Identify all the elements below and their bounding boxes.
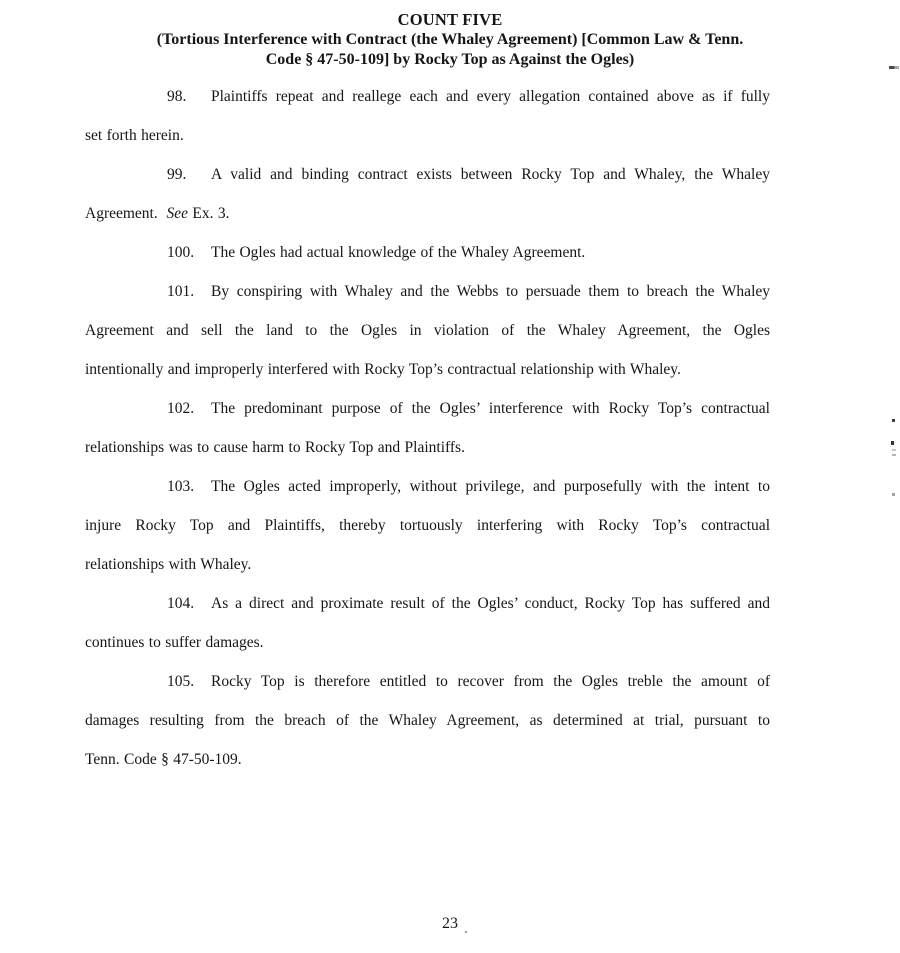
paragraph-102 — [85, 389, 770, 467]
paragraph-line — [85, 389, 770, 428]
paragraph-number: 104. — [167, 595, 195, 612]
paragraph-text: intentionally and improperly interfered with Rocky Top’s contractual relationship with Whaley. — [85, 361, 681, 378]
paragraph-line — [85, 662, 770, 701]
document-body — [85, 77, 770, 779]
paragraph-text: The predominant purpose of the Ogles’ interference with Rocky Top’s contractual — [211, 400, 770, 417]
scan-artifact — [891, 441, 894, 445]
paragraph-text: By conspiring with Whaley and the Webbs to persuade them to breach the Whaley — [211, 283, 770, 300]
count-subtitle-line-1: (Tortious Interference with Contract (the Whaley Agreement) [Common Law & Tenn. — [156, 31, 744, 48]
paragraph-line — [85, 545, 770, 584]
paragraph-text: set forth herein. — [85, 127, 184, 144]
paragraph-number: 99. — [167, 166, 187, 183]
scan-artifact — [892, 454, 896, 456]
paragraph-105 — [85, 662, 770, 779]
paragraph-101 — [85, 272, 770, 389]
paragraph-text: Plaintiffs repeat and reallege each and every allegation contained above as if fully — [211, 88, 770, 105]
paragraph-99 — [85, 155, 770, 233]
scan-artifact — [892, 493, 895, 496]
count-heading — [0, 0, 900, 69]
paragraph-number: 101. — [167, 283, 195, 300]
paragraph-line — [85, 623, 770, 662]
paragraph-number: 98. — [167, 88, 187, 105]
citation-signal-see: See — [166, 205, 188, 222]
paragraph-100 — [85, 233, 770, 272]
paragraph-line — [85, 116, 770, 155]
paragraph-text: The Ogles acted improperly, without privilege, and purposefully with the intent to — [211, 478, 770, 495]
paragraph-104 — [85, 584, 770, 662]
paragraph-text: Agreement and sell the land to the Ogles in violation of the Whaley Agreement, the Ogles — [85, 322, 770, 339]
paragraph-text: Agreement. — [85, 205, 167, 222]
count-subtitle-line-2: Code § 47-50-109] by Rocky Top as Against the Ogles) — [265, 50, 635, 68]
paragraph-text: relationships with Whaley. — [85, 556, 252, 573]
paragraph-line — [85, 272, 770, 311]
paragraph-line — [85, 233, 770, 272]
paragraph-text: relationships was to cause harm to Rocky Top and Plaintiffs. — [85, 439, 465, 456]
paragraph-line — [85, 740, 770, 779]
scan-artifact — [892, 419, 895, 422]
paragraph-103 — [85, 467, 770, 584]
paragraph-text: damages resulting from the breach of the Whaley Agreement, as determined at trial, pursuant to — [85, 712, 770, 729]
paragraph-text: injure Rocky Top and Plaintiffs, thereby tortuously interfering with Rocky Top’s contractual — [85, 517, 770, 534]
count-title: COUNT FIVE — [397, 10, 503, 29]
page-number: 23 — [442, 915, 458, 932]
paragraph-number: 103. — [167, 478, 195, 495]
scan-artifact — [465, 931, 467, 933]
paragraph-number: 102. — [167, 400, 195, 417]
paragraph-text: A valid and binding contract exists between Rocky Top and Whaley, the Whaley — [211, 166, 770, 183]
paragraph-line — [85, 155, 770, 194]
exhibit-reference: Ex. 3. — [188, 205, 230, 222]
paragraph-line — [85, 428, 770, 467]
paragraph-line — [85, 584, 770, 623]
paragraph-number: 105. — [167, 673, 195, 690]
paragraph-text: Rocky Top is therefore entitled to recover from the Ogles treble the amount of — [211, 673, 770, 690]
paragraph-text: continues to suffer damages. — [85, 634, 264, 651]
paragraph-text: Tenn. Code § 47-50-109. — [85, 751, 242, 768]
scan-artifact — [892, 449, 896, 451]
paragraph-line — [85, 194, 770, 233]
paragraph-line — [85, 77, 770, 116]
paragraph-text: As a direct and proximate result of the Ogles’ conduct, Rocky Top has suffered and — [211, 595, 770, 612]
paragraph-text: The Ogles had actual knowledge of the Whaley Agreement. — [211, 244, 586, 261]
paragraph-number: 100. — [167, 244, 195, 261]
paragraph-line — [85, 311, 770, 350]
paragraph-line — [85, 701, 770, 740]
paragraph-98 — [85, 77, 770, 155]
paragraph-line — [85, 467, 770, 506]
paragraph-line — [85, 350, 770, 389]
scan-artifact — [889, 66, 899, 69]
paragraph-line — [85, 506, 770, 545]
